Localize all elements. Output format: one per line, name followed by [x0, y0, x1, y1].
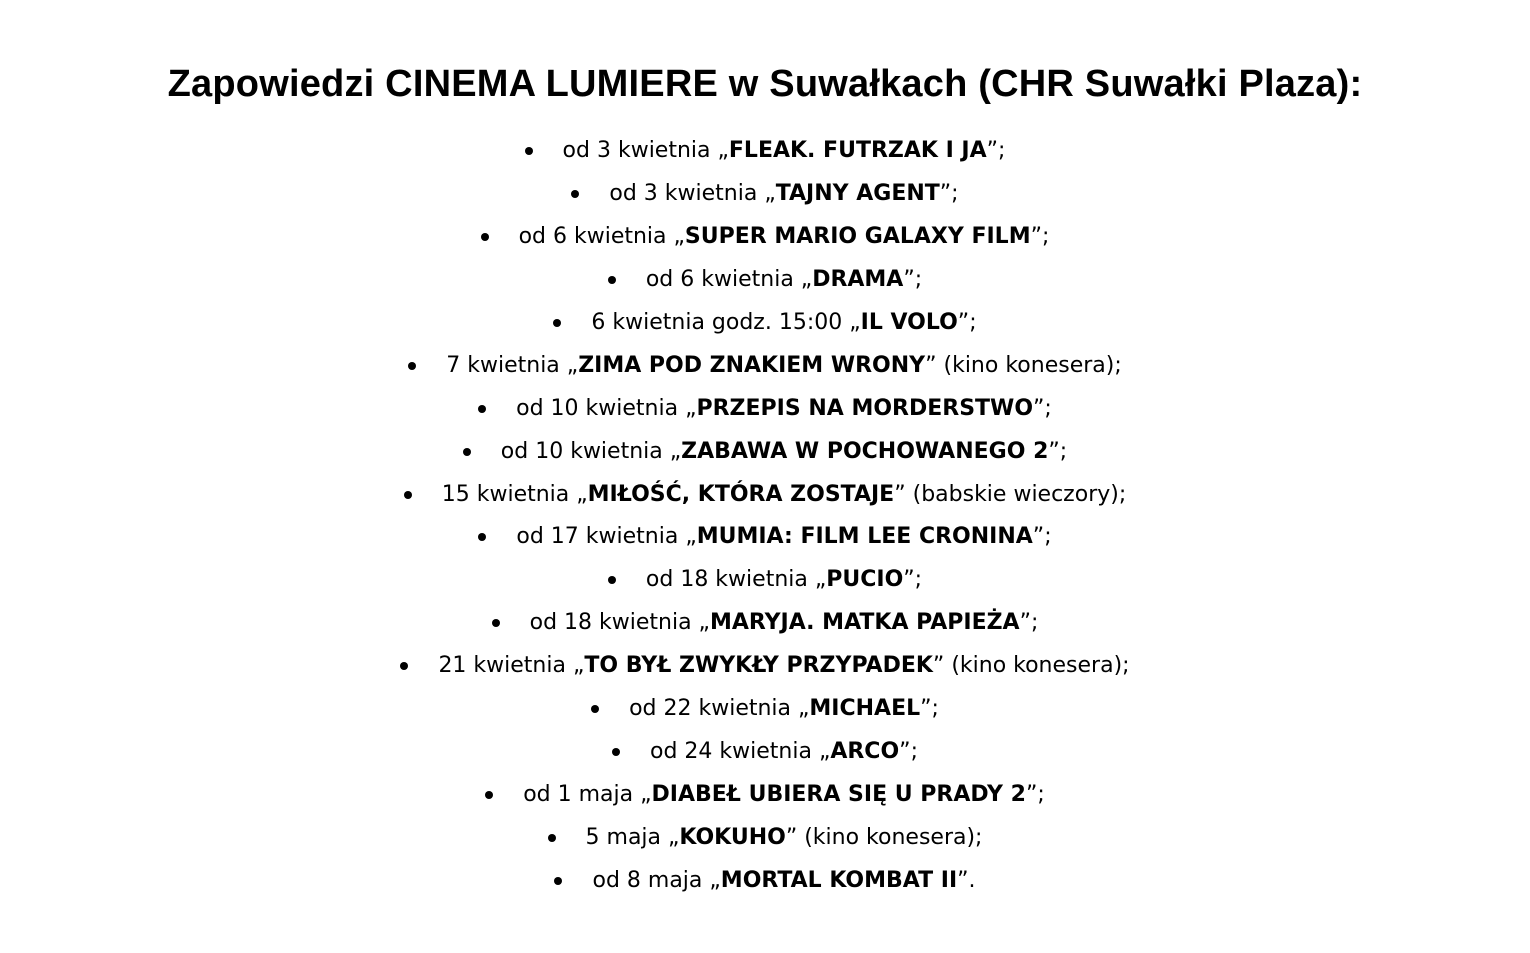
item-date: od 8 maja „: [592, 867, 721, 893]
item-suffix: ”;: [1025, 781, 1045, 807]
film-title: ZIMA POD ZNAKIEM WRONY: [578, 352, 926, 378]
item-suffix: ”;: [939, 181, 959, 207]
item-date: od 3 kwietnia „: [609, 181, 776, 207]
bullet-icon: [478, 405, 486, 413]
item-text: [592, 867, 976, 893]
film-title: KOKUHO: [679, 824, 786, 850]
film-title: DIABEŁ UBIERA SIĘ U PRADY 2: [651, 781, 1026, 807]
item-text: [530, 612, 1039, 634]
list-item: [0, 473, 1530, 516]
bullet-icon: [548, 834, 556, 842]
item-suffix: ”;: [903, 267, 923, 293]
bullet-icon: [463, 448, 471, 456]
item-text: [446, 352, 1122, 378]
page-title: Zapowiedzi CINEMA LUMIERE w Suwałkach (CHR Suwałki Plaza):: [167, 63, 1363, 105]
item-date: od 6 kwietnia „: [645, 267, 813, 293]
bullet-icon: [525, 147, 533, 155]
item-text: [516, 526, 1051, 548]
list-item: [0, 387, 1530, 430]
announcement-list: [0, 130, 1530, 902]
film-title: SUPER MARIO GALAXY FILM: [684, 224, 1031, 250]
item-suffix: ” (kino konesera);: [932, 653, 1130, 679]
list-item: [0, 859, 1530, 902]
item-suffix: ”;: [1033, 395, 1052, 421]
bullet-icon: [612, 748, 620, 756]
list-item: [0, 816, 1530, 859]
item-date: od 1 maja „: [523, 781, 652, 807]
list-item: [0, 130, 1530, 173]
bullet-icon: [481, 233, 489, 241]
film-title: FLEAK. FUTRZAK I JA: [728, 138, 987, 164]
bullet-icon: [571, 190, 579, 198]
item-date: 7 kwietnia „: [446, 352, 579, 378]
list-item: [0, 602, 1530, 645]
film-title: MIŁOŚĆ, KTÓRA ZOSTAJE: [587, 481, 895, 507]
film-title: PRZEPIS NA MORDERSTWO: [696, 395, 1034, 421]
item-text: [519, 226, 1050, 248]
item-date: 6 kwietnia godz. 15:00 „: [591, 310, 861, 335]
film-title: MARYJA. MATKA PAPIEŻA: [709, 610, 1020, 636]
bullet-icon: [553, 319, 561, 327]
list-item: [0, 773, 1530, 816]
film-title: ZABAWA W POCHOWANEGO 2: [681, 438, 1049, 464]
item-text: [609, 183, 958, 205]
film-title: MORTAL KOMBAT II: [720, 867, 958, 893]
item-date: od 3 kwietnia „: [562, 138, 729, 164]
bullet-icon: [608, 276, 616, 284]
item-date: od 10 kwietnia „: [500, 438, 682, 464]
item-text: [523, 781, 1045, 807]
item-text: [591, 312, 976, 334]
bullet-icon: [478, 533, 486, 541]
list-item: [0, 216, 1530, 259]
item-date: 21 kwietnia „: [438, 653, 585, 679]
item-suffix: ” (kino konesera);: [925, 352, 1122, 378]
item-text: [646, 569, 922, 591]
item-date: od 10 kwietnia „: [516, 395, 697, 421]
bullet-icon: [485, 791, 493, 799]
item-date: od 18 kwietnia „: [529, 610, 710, 636]
item-text: [438, 655, 1129, 677]
item-date: od 17 kwietnia „: [516, 524, 697, 550]
item-text: [516, 395, 1052, 421]
list-item: [0, 516, 1530, 559]
list-item: [0, 302, 1530, 345]
list-item: [0, 259, 1530, 302]
item-suffix: ”.: [957, 867, 976, 893]
list-item: [0, 730, 1530, 773]
item-text: [585, 824, 983, 850]
item-suffix: ”;: [1030, 224, 1050, 250]
film-title: TO BYŁ ZWYKŁY PRZYPADEK: [584, 653, 933, 679]
item-suffix: ”;: [1032, 524, 1052, 550]
item-date: od 18 kwietnia „: [645, 567, 827, 593]
film-title: TAJNY AGENT: [775, 181, 940, 207]
film-title: MICHAEL: [809, 696, 921, 722]
item-date: od 22 kwietnia „: [629, 696, 810, 722]
list-item: [0, 645, 1530, 688]
bullet-icon: [408, 362, 416, 370]
bullet-icon: [608, 576, 616, 584]
item-date: od 6 kwietnia „: [518, 224, 685, 250]
item-suffix: ”;: [920, 696, 939, 722]
film-title: PUCIO: [826, 567, 904, 593]
item-text: [441, 481, 1127, 507]
item-suffix: ”;: [899, 738, 918, 764]
bullet-icon: [591, 705, 599, 713]
list-item: [0, 344, 1530, 387]
item-suffix: ”;: [986, 138, 1006, 164]
film-title: ARCO: [830, 738, 900, 764]
list-item: [0, 688, 1530, 731]
item-date: 5 maja „: [585, 824, 680, 850]
film-title: MUMIA: FILM LEE CRONINA: [696, 524, 1033, 550]
item-suffix: ” (babskie wieczory);: [894, 481, 1127, 507]
item-text: [563, 140, 1006, 162]
list-item: [0, 559, 1530, 602]
item-text: [629, 698, 939, 720]
item-suffix: ”;: [957, 310, 977, 335]
bullet-icon: [492, 619, 500, 627]
bullet-icon: [400, 662, 408, 670]
item-suffix: ” (kino konesera);: [785, 824, 983, 850]
list-item: [0, 430, 1530, 473]
item-text: [650, 738, 918, 764]
film-title: IL VOLO: [860, 310, 958, 335]
item-suffix: ”;: [903, 567, 923, 593]
item-suffix: ”;: [1019, 610, 1039, 636]
bullet-icon: [404, 491, 412, 499]
item-text: [500, 438, 1068, 464]
item-date: od 24 kwietnia „: [650, 738, 831, 764]
bullet-icon: [554, 877, 562, 885]
list-item: [0, 173, 1530, 216]
item-text: [646, 269, 922, 291]
item-date: 15 kwietnia „: [441, 481, 588, 507]
film-title: DRAMA: [812, 267, 904, 293]
item-suffix: ”;: [1048, 438, 1068, 464]
